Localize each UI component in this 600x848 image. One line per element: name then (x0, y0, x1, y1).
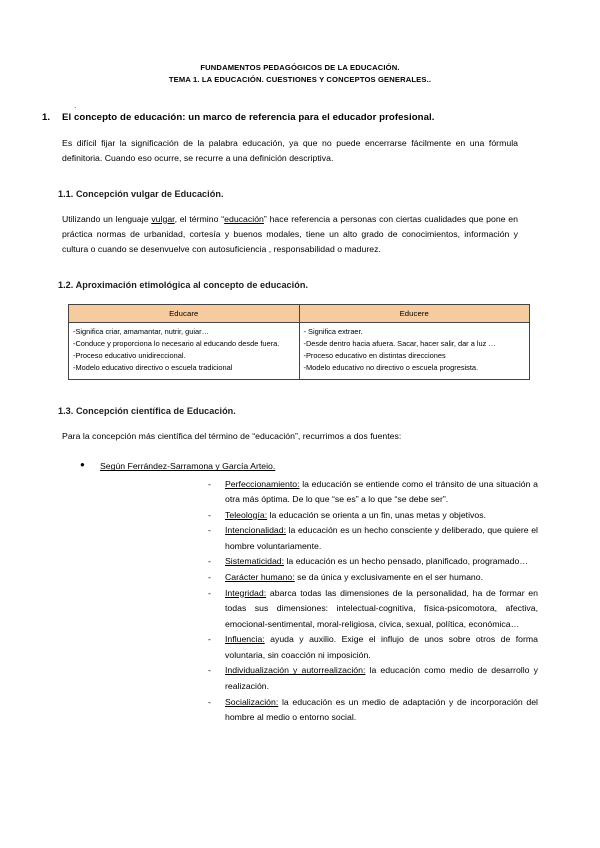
table-list-item: -Proceso educativo unidireccional. (73, 350, 186, 360)
characteristic-term: Socialización: (225, 696, 279, 707)
para-text-post: ” hace referencia a personas con ciertas cualidades que pone en práctica normas de urbanidad, cortesía y buenos modales, tiene un alto grado de conocimientos, información y cultura o cuando se desenvuelve con autosuficiencia , responsabilidad o madurez. (62, 213, 518, 255)
characteristic-text: abarca todas las dimensiones de la personalidad, ha de formar en todas sus dimensiones: intelectual-cognitiva, física-psicomotora, afectiva, emocional-sentimental, moral-religiosa, cívica, sexual, política, económica… (225, 587, 538, 629)
list-item-characteristic (100, 632, 600, 663)
sources-bullet-list (0, 459, 600, 725)
table-row (69, 322, 530, 379)
characteristic-text: ayuda y auxilio. Exige el influjo de unos sobre otros de forma voluntaria, sin coacción ni imposición. (225, 634, 538, 660)
characteristic-text: la educación es un hecho consciente y deliberado, que quiere el hombre voluntariamente. (225, 525, 538, 551)
dash-marker-icon: - (208, 525, 211, 536)
characteristic-term: Integridad: (225, 587, 267, 598)
characteristic-text: la educación es un hecho pensado, planificado, programado… (284, 556, 529, 567)
etymology-table (68, 304, 530, 380)
characteristic-term: Sistematicidad: (225, 556, 285, 567)
underlined-term-educacion: educación (224, 213, 264, 224)
dash-marker-icon: - (208, 665, 211, 676)
table-header-row (69, 304, 530, 322)
table-list-item: -Proceso educativo en distintas direcciones (303, 350, 446, 360)
list-item-characteristic (100, 695, 600, 726)
underlined-term-vulgar: vulgar (151, 213, 175, 224)
source-label: Según Ferrández-Sarramona y García Arteio. (100, 461, 276, 472)
subsection-1-1-paragraph (0, 212, 600, 258)
characteristic-text: la educación como medio de desarrollo y realización. (225, 665, 538, 692)
document-header (0, 0, 600, 86)
list-item-characteristic (100, 523, 600, 554)
characteristic-term: Intencionalidad: (225, 525, 287, 536)
list-item-characteristic (100, 570, 600, 586)
list-item-source (0, 459, 600, 725)
dash-marker-icon: - (208, 556, 211, 567)
stray-punctuation-mark: . (74, 100, 77, 110)
table-list-item: -Desde dentro hacia afuera. Sacar, hacer salir, dar a luz … (303, 338, 496, 348)
main-section-title: El concepto de educación: un marco de referencia para el educador profesional. (62, 111, 435, 123)
list-item-characteristic (100, 586, 600, 633)
characteristic-term: Teleología: (225, 509, 268, 520)
characteristic-text: la educación se orienta a un fin, unas metas y objetivos. (267, 509, 487, 520)
para-text-mid: , el término “ (174, 213, 225, 224)
characteristic-text: se da única y exclusivamente en el ser humano. (294, 571, 484, 582)
subsection-heading-1-2: 1.2. Aproximación etimológica al concepto de educación. (58, 279, 309, 290)
characteristic-text: la educación es un medio de adaptación y de incorporación del hombre al medio o entorno social. (225, 696, 538, 723)
characteristic-term: Carácter humano: (225, 571, 295, 582)
main-section-heading (0, 112, 600, 123)
header-line-1: FUNDAMENTOS PEDAGÓGICOS DE LA EDUCACIÓN. (200, 63, 400, 72)
table-list-item: -Modelo educativo no directivo o escuela progresista. (303, 362, 479, 372)
bullet-marker-icon: ● (80, 460, 85, 470)
table-header-educere: Educere (299, 304, 530, 322)
table-header-educare: Educare (69, 304, 300, 322)
subsection-heading-1-1: 1.1. Concepción vulgar de Educación. (58, 188, 224, 199)
list-item-characteristic (100, 663, 600, 694)
table-cell-educare (69, 322, 300, 379)
characteristic-term: Perfeccionamiento: (225, 478, 300, 489)
dash-marker-icon: - (208, 634, 211, 645)
table-list-item: - Significa extraer. (303, 326, 363, 336)
intro-paragraph: Es difícil fijar la significación de la palabra educación, ya que no puede encerrarse fácilmente en una fórmula definitoria. Cuando eso ocurre, se recurre a una definición descriptiva. (62, 137, 518, 164)
dash-marker-icon: - (208, 587, 211, 598)
characteristic-term: Individualización y autorrealización: (225, 665, 366, 676)
table-cell-educere (299, 322, 530, 379)
subsection-heading-1-3: 1.3. Concepción científica de Educación. (58, 405, 236, 416)
characteristic-text: la educación se entiende como el tránsito de una situación a otra más óptima. De lo que “se es” a lo que “se debe ser”. (225, 478, 538, 505)
table-list-item: -Significa criar, amamantar, nutrir, guiar… (73, 326, 209, 336)
characteristic-term: Influencia: (225, 634, 265, 645)
dash-marker-icon: - (208, 696, 211, 707)
header-line-2: TEMA 1. LA EDUCACIÓN. CUESTIONES Y CONCEPTOS GENERALES.. (168, 74, 432, 84)
dash-marker-icon: - (208, 509, 211, 520)
dash-marker-icon: - (208, 571, 211, 582)
list-item-characteristic (100, 477, 600, 508)
list-item-characteristic (100, 508, 600, 524)
para-text-pre: Utilizando un lenguaje (62, 213, 152, 224)
table-list-item: -Conduce y proporciona lo necesario al educando desde fuera. (73, 338, 280, 348)
characteristics-dash-list (100, 477, 600, 726)
list-item-characteristic (100, 554, 600, 570)
main-section-number: 1. (42, 111, 51, 123)
dash-marker-icon: - (208, 478, 211, 489)
etymology-table-wrapper (0, 304, 600, 380)
subsection-1-3-paragraph: Para la concepción más científica del término de “educación”, recurrimos a dos fuentes: (62, 430, 402, 441)
table-list-item: -Modelo educativo directivo o escuela tradicional (73, 362, 233, 372)
